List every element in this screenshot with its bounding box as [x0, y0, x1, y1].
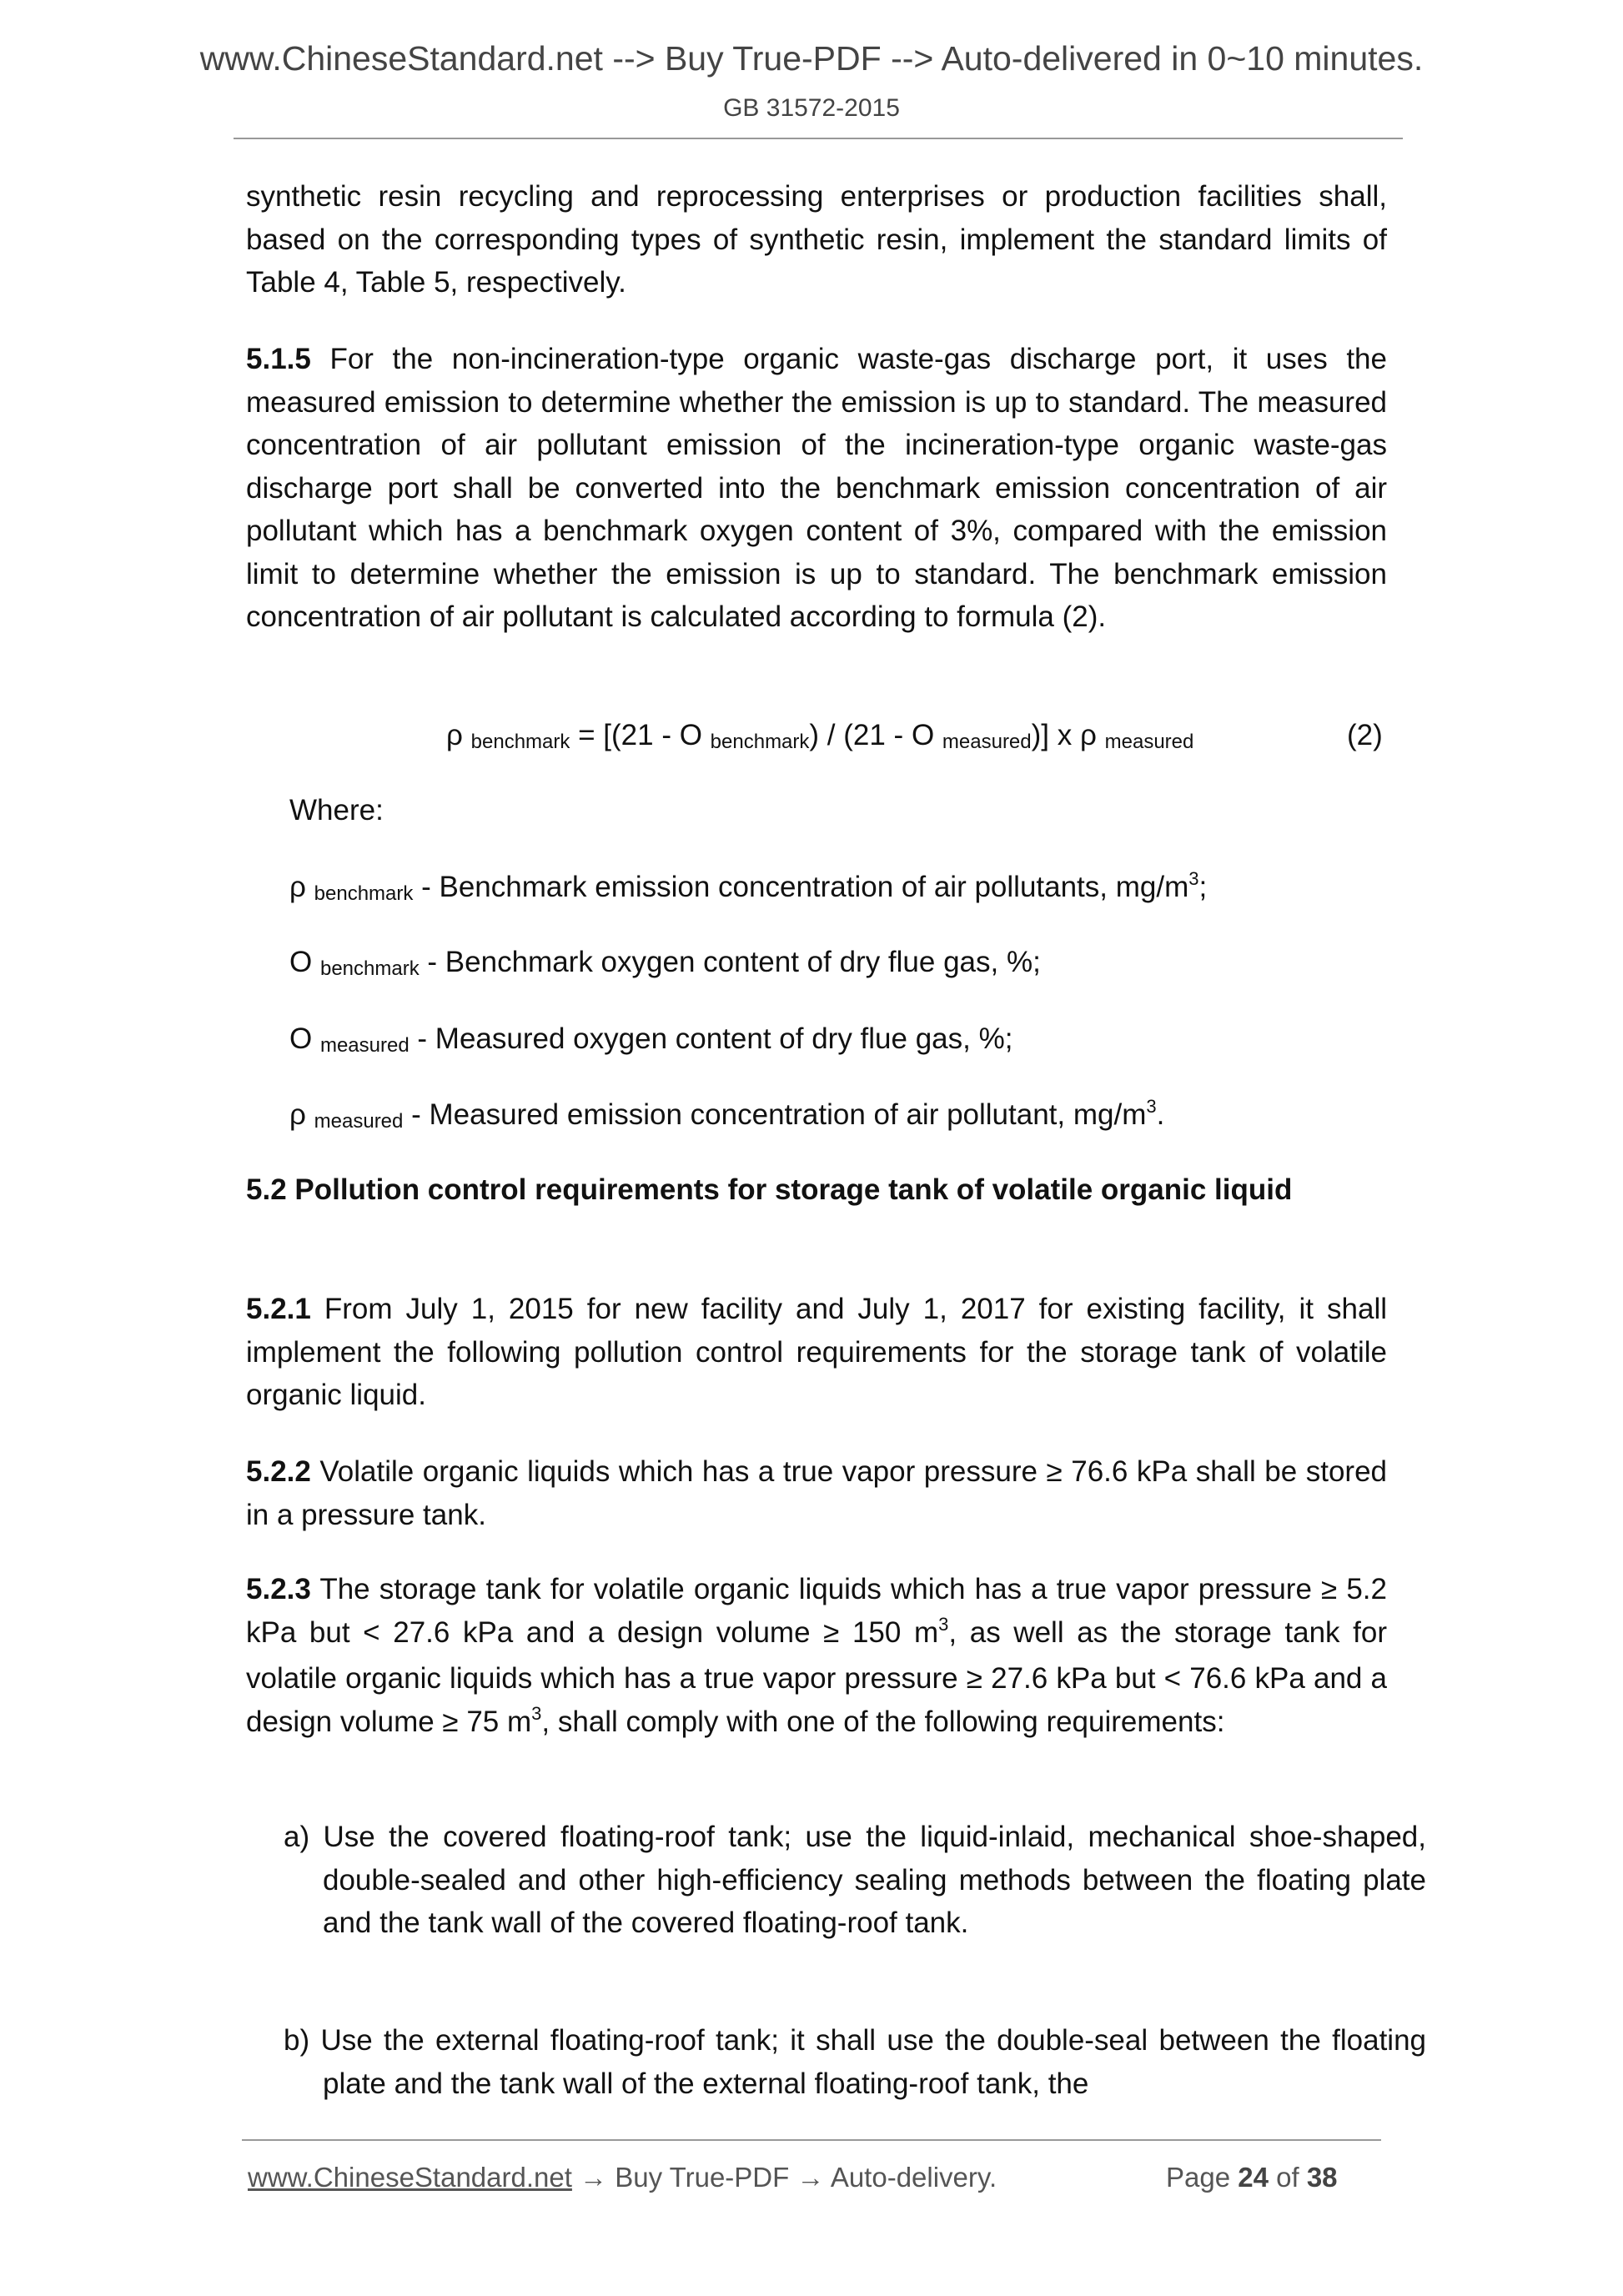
superscript: 3	[938, 1613, 949, 1635]
standard-code: GB 31572-2015	[723, 94, 900, 122]
footer-link[interactable]: www.ChineseStandard.net	[248, 2162, 572, 2193]
page-number: 24	[1238, 2162, 1269, 2193]
symbol: O	[911, 719, 935, 751]
paragraph-5-2-2	[246, 1450, 1387, 1536]
symbol: O	[289, 946, 313, 978]
formula-number: (2)	[1347, 719, 1383, 751]
punct: ;	[1198, 871, 1208, 903]
clause-number: 5.1.5	[246, 343, 311, 375]
definition-text: - Benchmark emission concentration of air pollutants, mg/m	[413, 871, 1189, 903]
paragraph-intro: synthetic resin recycling and reprocessing enterprises or production facilities shall, based on the corresponding types of synthetic resin, implement the standard limits of Table 4, Table 5, respectively.	[246, 180, 1387, 299]
clause-text: , as well as the storage tank for volatile organic liquids which has a true vapor pressure ≥ 27.6 kPa but < 76.6 kPa and a design volume ≥ 75 m	[246, 1615, 1388, 1738]
where-label: Where:	[289, 794, 384, 826]
page-label: Page	[1166, 2162, 1239, 2193]
clause-number: 5.2.2	[246, 1455, 311, 1488]
formula-2	[446, 714, 1193, 760]
clause-text: For the non-incineration-type organic waste-gas discharge port, it uses the measured emission to determine whether the emission is up to standard. The measured concentration of air pollutant emission of the incineration-type organic waste-gas discharge port shall be converted into the benchmark emission concentration of air pollutant which has a benchmark oxygen content of 3%, compared with the emission limit to determine whether the emission is up to standard. The benchmark emission concentration of air pollutant is calculated according to formula (2).	[246, 343, 1387, 633]
subscript: benchmark	[314, 882, 414, 905]
header-banner: www.ChineseStandard.net --> Buy True-PDF --> Auto-delivered in 0~10 minutes.	[199, 39, 1424, 78]
definition-o-benchmark	[289, 941, 1387, 987]
footer-text	[248, 2162, 997, 2193]
definition-text: - Measured oxygen content of dry flue gas, %;	[409, 1022, 1013, 1055]
subscript: benchmark	[710, 731, 810, 753]
clause-number: 5.2.1	[246, 1293, 311, 1325]
subscript: benchmark	[470, 731, 570, 753]
subscript: measured	[1104, 731, 1194, 753]
superscript: 3	[1146, 1096, 1157, 1117]
formula-part: )] x	[1031, 719, 1080, 751]
page-indicator	[1166, 2162, 1338, 2193]
symbol: ρ	[1079, 719, 1097, 751]
footer-divider	[242, 2139, 1381, 2141]
subscript: measured	[942, 731, 1032, 753]
symbol: ρ	[289, 871, 306, 903]
clause-text: , shall comply with one of the following requirements:	[541, 1705, 1225, 1738]
header-divider	[234, 138, 1403, 139]
paragraph-5-2-3	[246, 1568, 1387, 1746]
superscript: 3	[1188, 868, 1199, 889]
subscript: measured	[314, 1110, 404, 1133]
symbol: ρ	[446, 719, 463, 751]
section-heading-5-2: 5.2 Pollution control requirements for storage tank of volatile organic liquid	[246, 1173, 1293, 1206]
superscript: 3	[531, 1702, 542, 1724]
symbol: O	[289, 1022, 313, 1055]
definition-o-measured	[289, 1017, 1387, 1064]
symbol: O	[679, 719, 702, 751]
clause-text: Volatile organic liquids which has a true vapor pressure ≥ 76.6 kPa shall be stored in a pressure tank.	[246, 1455, 1387, 1531]
definition-rho-benchmark	[289, 866, 1387, 912]
paragraph-5-1-5	[246, 338, 1387, 639]
list-item-a: a) Use the covered floating-roof tank; use the liquid-inlaid, mechanical shoe-shaped, double-sealed and other high-efficiency sealing methods between the floating plate and the tank wall of the covered floating-roof tank.	[284, 1821, 1426, 1939]
page-total: 38	[1306, 2162, 1338, 2193]
of-label: of	[1268, 2162, 1307, 2193]
definition-rho-measured	[289, 1093, 1387, 1140]
list-item-b: b) Use the external floating-roof tank; it shall use the double-seal between the floating plate and the tank wall of the external floating-roof tank, the	[284, 2024, 1426, 2100]
formula-part: ) / (21 -	[809, 719, 912, 751]
clause-number: 5.2.3	[246, 1573, 311, 1605]
definition-text: - Measured emission concentration of air pollutant, mg/m	[403, 1098, 1147, 1131]
paragraph-5-2-1	[246, 1288, 1387, 1417]
clause-text: The storage tank for volatile organic liquids which has a true vapor pressure ≥ 5.2 kPa but < 27.6 kPa and a design volume ≥ 150 m	[246, 1573, 1387, 1649]
definition-text: - Benchmark oxygen content of dry flue gas, %;	[419, 946, 1041, 978]
subscript: benchmark	[319, 957, 420, 980]
punct: .	[1156, 1098, 1165, 1131]
symbol: ρ	[289, 1098, 306, 1131]
subscript: measured	[319, 1034, 410, 1057]
formula-part: = [(21 -	[570, 719, 680, 751]
footer-tagline: → Buy True-PDF → Auto-delivery.	[571, 2162, 997, 2193]
clause-text: From July 1, 2015 for new facility and July 1, 2017 for existing facility, it shall implement the following pollution control requirements for the storage tank of volatile organic liquid.	[246, 1293, 1387, 1411]
